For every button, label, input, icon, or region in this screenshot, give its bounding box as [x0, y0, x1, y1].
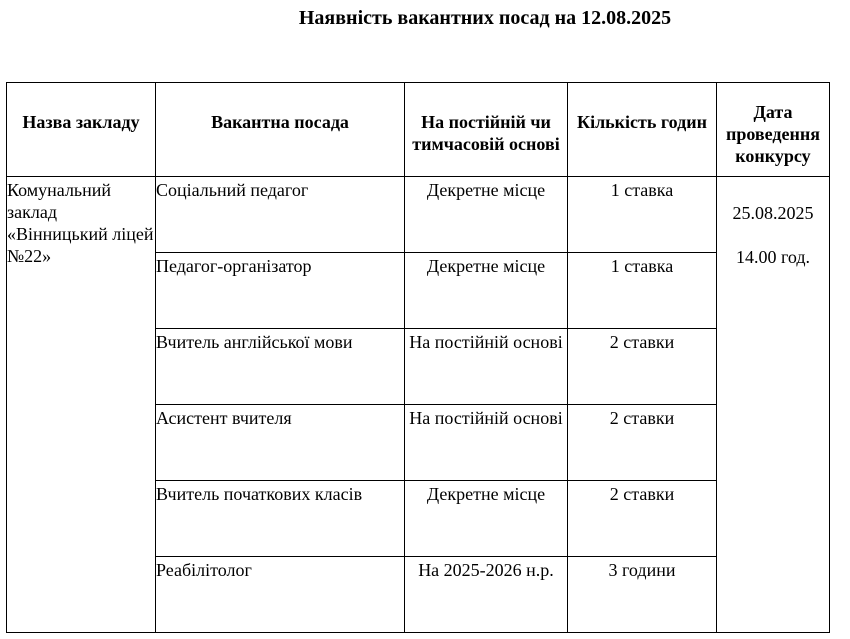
position-cell: Педагог-організатор	[156, 253, 405, 329]
table-header-row	[7, 83, 830, 177]
position-cell: Вчитель англійської мови	[156, 329, 405, 405]
position-cell: Соціальний педагог	[156, 177, 405, 253]
competition-time: 14.00 год.	[735, 247, 811, 267]
header-basis: На постійній чи тимчасовій основі	[405, 83, 568, 177]
basis-cell: На постійній основі	[405, 329, 568, 405]
competition-date: 25.08.2025	[732, 203, 814, 223]
institution-cell: Комунальний заклад «Вінницький ліцей №22»	[7, 177, 156, 633]
hours-cell: 1 ставка	[568, 177, 717, 253]
position-cell: Вчитель початкових класів	[156, 481, 405, 557]
table-row	[7, 177, 830, 253]
hours-cell: 2 ставки	[568, 329, 717, 405]
basis-cell: Декретне місце	[405, 253, 568, 329]
position-cell: Реабілітолог	[156, 557, 405, 633]
hours-cell: 1 ставка	[568, 253, 717, 329]
basis-cell: На постійній основі	[405, 405, 568, 481]
hours-cell: 3 години	[568, 557, 717, 633]
hours-cell: 2 ставки	[568, 405, 717, 481]
basis-cell: Декретне місце	[405, 481, 568, 557]
vacancy-table	[6, 82, 830, 633]
header-competition-date: Дата проведення конкурсу	[717, 83, 830, 177]
hours-cell: 2 ставки	[568, 481, 717, 557]
competition-date-cell	[717, 177, 830, 633]
header-hours: Кількість годин	[568, 83, 717, 177]
header-position: Вакантна посада	[156, 83, 405, 177]
position-cell: Асистент вчителя	[156, 405, 405, 481]
page-title: Наявність вакантних посад на 12.08.2025	[298, 7, 672, 29]
header-institution: Назва закладу	[7, 83, 156, 177]
basis-cell: На 2025-2026 н.р.	[405, 557, 568, 633]
basis-cell: Декретне місце	[405, 177, 568, 253]
